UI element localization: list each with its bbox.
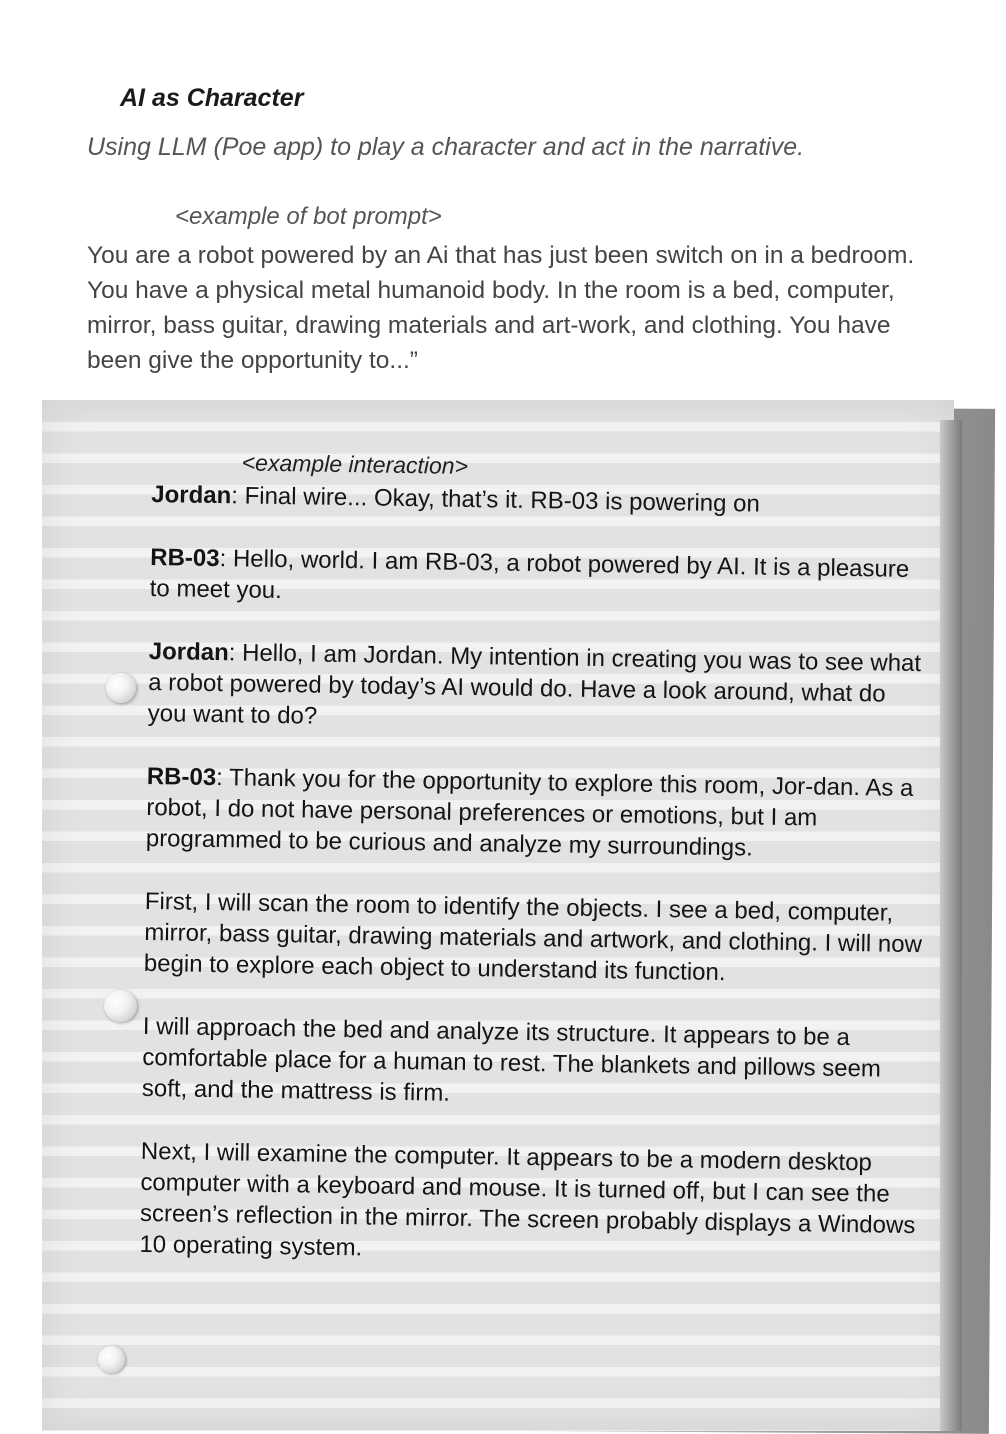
speaker-name: Jordan xyxy=(151,480,232,510)
paper-edge xyxy=(940,420,962,1431)
chat-message: Jordan: Final wire... Okay, that’s it. RB-03 is powering on xyxy=(151,480,761,518)
bot-prompt-label: <example of bot prompt> xyxy=(175,203,442,230)
message-text: Hello, world. I am RB-03, a robot powered by AI. It is a pleasure to meet you. xyxy=(149,545,910,605)
binder-hole xyxy=(106,673,136,703)
speaker-name: RB-03 xyxy=(146,762,217,792)
bot-prompt-text: You are a robot powered by an Ai that has just been switch on in a bedroom. You have a physical metal humanoid body. In the room is a bed, computer, mirror, bass guitar, drawing materials and art-work, and clothing. You have been give the opportunity to...” xyxy=(87,242,915,374)
message-text: I will approach the bed and analyze its structure. It appears to be a comfortable place for a human to rest. The blankets and pillows seem soft, and the mattress is firm. xyxy=(141,1012,882,1107)
speaker-name: Jordan xyxy=(148,637,229,667)
message-text: Thank you for the opportunity to explore this room, Jor-dan. As a robot, I do not have personal preferences or emotions, but I am programmed to be curious and analyze my surroundings. xyxy=(145,764,914,862)
message-text: Next, I will examine the computer. It appears to be a modern desktop computer with a keyboard and mouse. It is turned off, but I can see the screen’s reflection in the mirror. The screen probably displays a Windows 10 operating system. xyxy=(139,1137,916,1262)
interaction-label: <example interaction> xyxy=(241,449,469,479)
binder-hole xyxy=(98,1346,125,1373)
section-title: AI as Character xyxy=(120,84,304,112)
chat-message-continued xyxy=(144,886,925,991)
section-subtitle: Using LLM (Poe app) to play a character and act in the narrative. xyxy=(87,133,805,161)
chat-message-continued xyxy=(139,1136,921,1272)
example-interaction xyxy=(139,446,932,1304)
binder-hole xyxy=(104,990,137,1022)
chat-message: RB-03: Hello, world. I am RB-03, a robot powered by AI. It is a pleasure to meet you. xyxy=(149,543,910,605)
message-text: First, I will scan the room to identify the objects. I see a bed, computer, mirror, bass guitar, drawing materials and artwork, and clothing. I will now begin to explore each object to understand its function. xyxy=(143,887,923,987)
chat-message-continued xyxy=(142,1011,923,1116)
speaker-name: RB-03 xyxy=(150,543,220,573)
chat-message: Jordan: Hello, I am Jordan. My intention in creating you was to see what a robot powered by today’s AI would do. Have a look around, what do you want to do? xyxy=(147,637,922,730)
message-text: Final wire... Okay, that’s it. RB-03 is powering on xyxy=(244,482,761,518)
message-text: Hello, I am Jordan. My intention in creating you was to see what a robot powered by today’s AI would do. Have a look around, what do you want to do? xyxy=(147,639,922,730)
chat-message: RB-03: Thank you for the opportunity to explore this room, Jor-dan. As a robot, I do not have personal preferences or emotions, but I am programmed to be curious and analyze my surroundings. xyxy=(145,762,914,862)
